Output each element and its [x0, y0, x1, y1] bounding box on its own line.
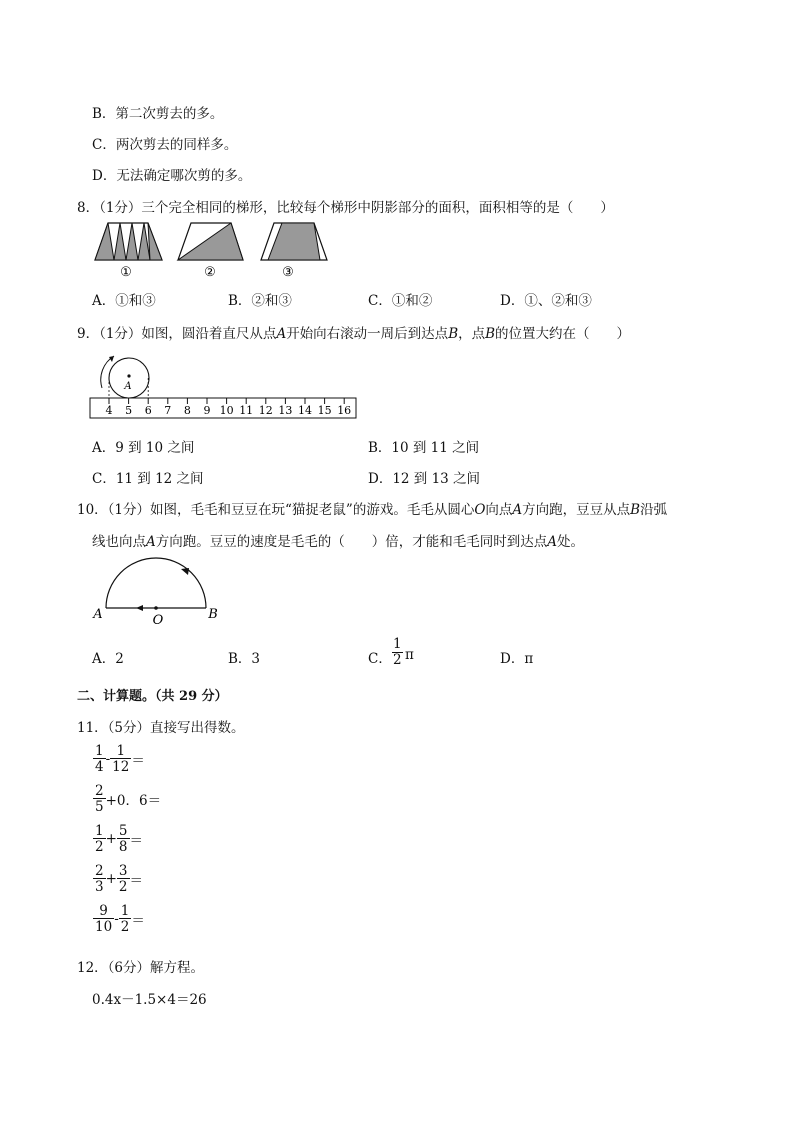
ruler-tick-label: 13 [278, 404, 293, 417]
fraction-2: $\frac{5}{8}$ [118, 823, 128, 856]
q10-stem-line1: 10．（1分）如图，毛毛和豆豆在玩“猫捉老鼠”的游戏。毛毛从圆心O向点A方向跑，豆豆从点B沿弧 [77, 502, 668, 518]
q10-stem-line2: 线也向点A方向跑。豆豆的速度是毛毛的（ ）倍，才能和毛毛同时到达点A处。 [92, 534, 584, 550]
ruler-tick-label: 9 [203, 404, 211, 417]
trapezoid-3-label: ③ [282, 265, 294, 280]
trapezoid-2 [178, 223, 243, 280]
q9-option-b: B．10 到 11 之间 [368, 440, 480, 456]
ruler-tick-label: 15 [317, 404, 332, 417]
q7-option-c: C．两次剪去的同样多。 [92, 137, 238, 153]
q11-expression-row [93, 784, 161, 814]
q10-semicircle-figure [88, 556, 228, 628]
q8-stem: 8．（1分）三个完全相同的梯形，比较每个梯形中阴影部分的面积，面积相等的是（ ） [77, 200, 614, 216]
q10-option-d: D．π [500, 651, 534, 667]
q7-option-d: D．无法确定哪次剪的多。 [92, 168, 252, 184]
circle-center-label: A [124, 381, 132, 392]
q10-option-a: A．2 [92, 651, 124, 667]
ruler-tick-label: 14 [298, 404, 312, 417]
ruler-tick-label: 10 [219, 404, 234, 417]
ruler-tick-label: 16 [337, 404, 352, 417]
q11-expression-row [93, 864, 143, 894]
operator: + [105, 831, 117, 848]
fraction-1: 9 10 [95, 903, 113, 936]
q11-expression-row [93, 744, 145, 774]
fraction-2: $\frac{3}{2}$ [118, 863, 128, 896]
fraction-1: 1 4 [95, 743, 104, 776]
q11-expression-row [93, 824, 143, 854]
ruler-tick-label: 12 [258, 404, 273, 417]
operator: +0．6＝ [105, 793, 162, 810]
operator: + [105, 871, 117, 888]
trapezoid-3 [261, 223, 327, 280]
fraction-1: 1 2 [95, 823, 104, 856]
fraction-2: 1 12 [112, 743, 130, 776]
operator: - [114, 911, 119, 928]
equals-sign: ＝ [131, 753, 145, 770]
q10-option-c-fraction: $\frac{1}{2}$ [393, 636, 402, 668]
ruler-tick-label: 8 [183, 404, 191, 417]
equals-sign: ＝ [129, 833, 143, 850]
q8-option-a: A．①和③ [92, 293, 156, 309]
point-a-label: A [93, 607, 103, 622]
semicircle-arc [106, 558, 206, 608]
q9-option-c: C．11 到 12 之间 [92, 471, 204, 487]
q12-stem: 12．（6分）解方程。 [77, 960, 205, 976]
fraction-1: 2 5 [95, 783, 104, 816]
q7-option-b: B．第二次剪去的多。 [92, 106, 224, 122]
q10-option-c: C． [368, 651, 392, 667]
q9-option-d: D．12 到 13 之间 [368, 471, 481, 487]
ruler-tick-label: 4 [105, 404, 113, 417]
q8-trapezoid-figures [90, 218, 320, 282]
q9-option-a: A．9 到 10 之间 [92, 440, 195, 456]
point-o-label: O [152, 613, 164, 628]
trapezoid-1 [95, 223, 162, 280]
ruler-tick-label: 6 [144, 404, 152, 417]
ruler-tick-label: 7 [164, 404, 172, 417]
equals-sign: ＝ [129, 873, 143, 890]
q10-option-c-pi: π [405, 647, 414, 663]
q11-expression-row [93, 904, 145, 934]
q10-option-b: B．3 [228, 651, 261, 667]
q11-stem: 11．（5分）直接写出得数。 [77, 720, 245, 736]
point-b-label: B [208, 607, 218, 622]
q8-option-d: D．①、②和③ [500, 293, 592, 309]
ruler-tick-label: 11 [239, 404, 254, 417]
trapezoid-2-label: ② [204, 265, 216, 280]
q12-equation: 0.4x－1.5×4＝26 [92, 992, 207, 1008]
operator: - [105, 751, 111, 768]
fraction-1: 2 3 [95, 863, 104, 896]
q8-option-c: C．①和② [368, 293, 433, 309]
equals-sign: ＝ [131, 913, 145, 930]
rolling-circle [109, 358, 149, 398]
ruler-tick-label: 5 [125, 404, 133, 417]
q9-ruler-figure [90, 348, 360, 420]
section-2-title: 二、计算题。（共 29 分） [77, 689, 228, 704]
q9-stem: 9．（1分）如图，圆沿着直尺从点A开始向右滚动一周后到达点B，点B的位置大约在（ ） [77, 326, 631, 342]
q8-option-b: B．②和③ [228, 293, 292, 309]
trapezoid-1-label: ① [120, 265, 132, 280]
fraction-2: 1 2 [120, 903, 130, 936]
